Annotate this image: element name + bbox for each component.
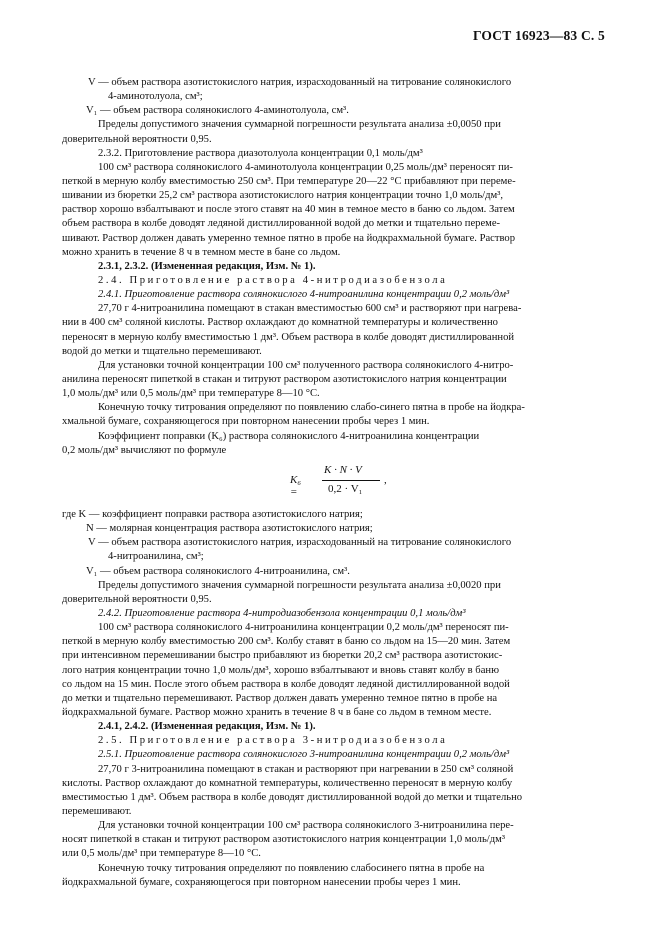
text-line: 27,70 г 3-нитроанилина помещают в стакан и растворяют при нагревании в 250 см³ соляной — [98, 763, 514, 775]
fraction-bar — [322, 480, 380, 481]
formula-numerator: K · N · V — [324, 464, 362, 476]
text-line: 0,2 моль/дм³ вычисляют по формуле — [62, 444, 227, 456]
text-line: объем раствора в колбе доводят ледяной дистиллированной водой до метки и тщательно переме- — [62, 218, 501, 230]
text-line: Конечную точку титрования определяют по появлению слабосинего пятна в пробе на — [98, 862, 485, 874]
text-line: Пределы допустимого значения суммарной погрешности результата анализа ±0,0050 при — [98, 119, 501, 131]
text-line: нии в 400 см³ соляной кислоты. Раствор охлаждают до комнатной температуры и количественно — [62, 317, 498, 329]
revision-note: 2.4.1, 2.4.2. (Измененная редакция, Изм. № 1). — [98, 721, 316, 733]
text-line: Конечную точку титрования определяют по появлению слабо-синего пятна в пробе на йодкра- — [98, 402, 525, 414]
formula-lhs: K₆ = — [290, 474, 302, 498]
section-heading: 2.5. Приготовление раствора 3-нитродиазобензола — [98, 735, 448, 747]
text-line: доверительной вероятности 0,95. — [62, 133, 212, 145]
text-line: где K — коэффициент поправки раствора азотистокислого натрия; — [62, 509, 363, 520]
text-line: V — объем раствора азотистокислого натрия, израсходованный на титрование солянокислого — [88, 77, 512, 88]
text-line: лого натрия концентрации точно 1,0 моль/дм³, хорошо взбалтывают и вновь ставят колбу в баню — [62, 664, 499, 676]
text-line: Для установки точной концентрации 100 см³ полученного раствора солянокислого 4-нитро- — [98, 359, 514, 371]
text-line: переносят в мерную колбу вместимостью 1 дм³. Объем раствора в колбе доводят дистиллированной — [62, 331, 515, 343]
text-line: вместимостью 1 дм³. Объем раствора в колбе доводят дистиллированной водой до метки и тщательно — [62, 791, 523, 803]
section-heading: 2.3.2. Приготовление раствора диазотолуола концентрации 0,1 моль/дм³ — [98, 147, 423, 159]
text-line: 4-аминотолуола, см³; — [108, 91, 203, 103]
text-line: шивании из бюретки 25,2 см³ раствора азотистокислого натрия концентрации точно 1,0 моль/дм³, — [62, 190, 504, 202]
text-line: при интенсивном перемешивании быстро прибавляют из бюретки 20,2 см³ раствора азотистокис- — [62, 650, 503, 662]
text-line: 100 см³ раствора солянокислого 4-нитроанилина концентрации 0,2 моль/дм³ переносят пи- — [98, 622, 509, 634]
text-line: доверительной вероятности 0,95. — [62, 593, 212, 605]
subsection-heading: 2.4.1. Приготовление раствора солянокислого 4-нитроанилина концентрации 0,2 моль/дм³ — [98, 289, 510, 301]
text-line: водой до метки и тщательно перемешивают. — [62, 345, 262, 357]
text-line: кислоты. Раствор охлаждают до комнатной температуры, количественно переносят в мерную колбу — [62, 777, 513, 789]
text-line: до метки и тщательно перемешивают. Раствор должен давать умеренно темное пятно в пробе на — [62, 692, 498, 704]
text-line: 100 см³ раствора солянокислого 4-аминотолуола концентрации 0,25 моль/дм³ переносят пи- — [98, 161, 513, 173]
formula-denominator: 0,2 · V₁ — [328, 483, 363, 495]
text-line: N — молярная концентрация раствора азотистокислого натрия; — [86, 523, 373, 535]
text-line: со льдом на 15 мин. После этого объем раствора в колбе доводят ледяной дистиллированной водой — [62, 678, 510, 690]
text-line: перемешивают. — [62, 805, 132, 817]
subsection-heading: 2.5.1. Приготовление раствора солянокислого 3-нитроанилина концентрации 0,2 моль/дм³ — [98, 749, 510, 761]
text-line: или 0,5 моль/дм³ при температуре 8—10 °С. — [62, 848, 261, 860]
section-heading: 2.4. Приготовление раствора 4-нитродиазобензола — [98, 274, 448, 286]
text-line: Пределы допустимого значения суммарной погрешности результата анализа ±0,0020 при — [98, 579, 501, 591]
text-line: можно хранить в течение 8 ч в темном месте в бане со льдом. — [62, 246, 341, 258]
text-line: 1,0 моль/дм³ или 0,5 моль/дм³ при температуре 8—10 °С. — [62, 388, 320, 400]
text-line: 27,70 г 4-нитроанилина помещают в стакан вместимостью 600 см³ и растворяют при нагрева- — [98, 303, 522, 315]
text-line: шивают. Раствор должен давать умеренно темное пятно в пробе на йодкрахмальной бумаге. Раствор — [62, 232, 516, 244]
document-body-continued — [62, 508, 598, 890]
document-body — [62, 76, 598, 458]
text-line: V₁ — объем раствора солянокислого 4-нитроанилина, см³. — [86, 565, 350, 577]
text-line: йодкрахмальной бумаге, сохраняющегося при повторном нанесении пробы через 1 мин. — [62, 876, 461, 888]
formula-tail: , — [384, 474, 387, 486]
text-line: петкой в мерную колбу вместимостью 250 см³. При температуре 20—22 °С прибавляют при переме- — [62, 175, 516, 187]
subsection-heading: 2.4.2. Приготовление раствора 4-нитродиазобензола концентрации 0,1 моль/дм³ — [98, 607, 466, 619]
text-line: хмальной бумаге, сохраняющегося при повторном нанесении пробы через 1 мин. — [62, 416, 430, 428]
text-line: V₁ — объем раствора солянокислого 4-аминотолуола, см³. — [86, 105, 349, 117]
text-line: раствор хорошо взбалтывают и после этого ставят на 40 мин в темное место в баню со льдом. Затем — [62, 204, 515, 216]
text-line: Для установки точной концентрации 100 см³ раствора солянокислого 3-нитроанилина пере- — [98, 820, 514, 832]
text-line: носят пипеткой в стакан и титруют раствором азотистокислого натрия концентрации 1,0 моль/дм³ — [62, 834, 506, 846]
text-line: Коэффициент поправки (K₆) раствора солянокислого 4-нитроанилина концентрации — [98, 430, 480, 442]
text-line: V — объем раствора азотистокислого натрия, израсходованный на титрование солянокислого — [88, 537, 512, 549]
text-line: петкой в мерную колбу вместимостью 200 см³. Колбу ставят в баню со льдом на 15—20 мин. Затем — [62, 636, 511, 648]
text-line: анилина переносят пипеткой в стакан и титруют раствором азотистокислого натрия концентрации — [62, 373, 507, 385]
page-header: ГОСТ 16923—83 С. 5 — [472, 28, 605, 43]
text-line: 4-нитроанилина, см³; — [108, 551, 204, 563]
revision-note: 2.3.1, 2.3.2. (Измененная редакция, Изм. № 1). — [98, 260, 316, 272]
text-line: йодкрахмальной бумаге. Раствор можно хранить в течение 8 ч в бане со льдом в темном месте. — [62, 706, 492, 718]
